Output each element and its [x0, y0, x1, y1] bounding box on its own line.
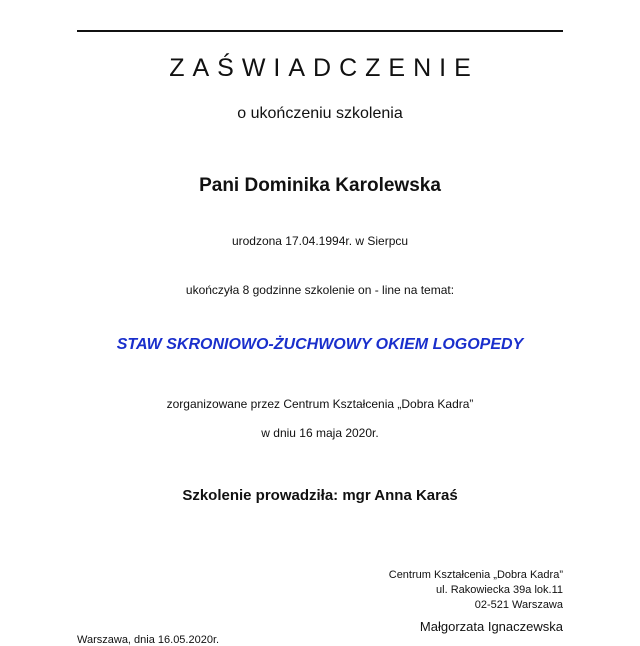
- address-line: Centrum Kształcenia „Dobra Kadra”: [388, 569, 563, 581]
- organizer-address: [389, 568, 563, 613]
- completion-text: ukończyła 8 godzinne szkolenie on - line na temat:: [185, 283, 455, 297]
- instructor: Szkolenie prowadziła: mgr Anna Karaś: [182, 487, 458, 504]
- training-topic: STAW SKRONIOWO-ŻUCHWOWY OKIEM LOGOPEDY: [116, 336, 524, 353]
- address-line: 02-521 Warszawa: [474, 599, 563, 611]
- signatory-name: Małgorzata Ignaczewska: [419, 619, 563, 634]
- birth-info: urodzona 17.04.1994r. w Sierpcu: [231, 234, 409, 248]
- organizer-text: zorganizowane przez Centrum Kształcenia „Dobra Kadra”: [166, 397, 474, 411]
- address-line: ul. Rakowiecka 39a lok.11: [436, 584, 563, 596]
- top-divider: [77, 30, 563, 32]
- certificate-title: ZAŚWIADCZENIE: [169, 54, 479, 82]
- training-date: w dniu 16 maja 2020r.: [261, 426, 379, 440]
- place-date: Warszawa, dnia 16.05.2020r.: [77, 634, 220, 646]
- certificate-subtitle: o ukończeniu szkolenia: [237, 105, 403, 122]
- recipient-name: Pani Dominika Karolewska: [199, 175, 441, 196]
